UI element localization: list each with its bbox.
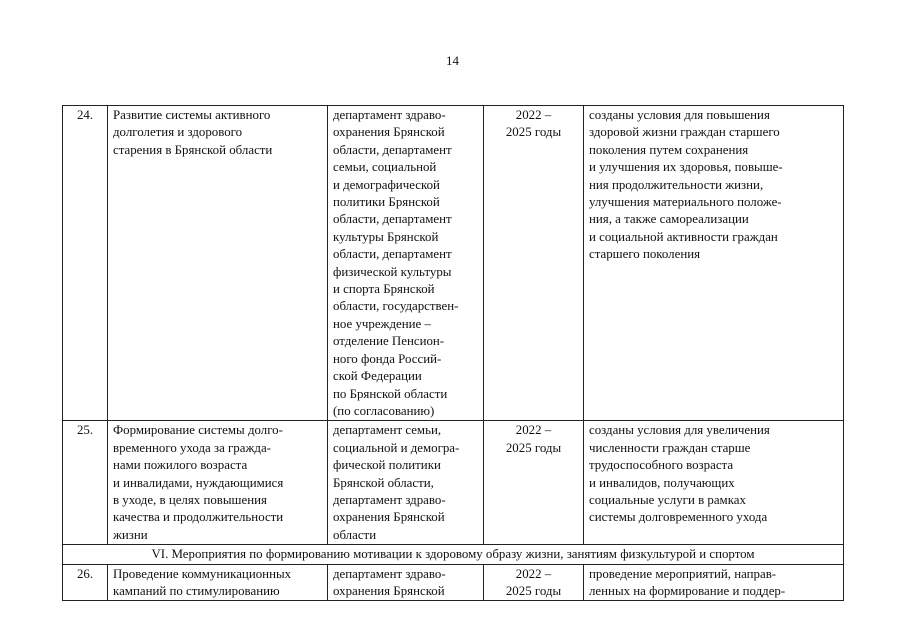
section-heading-row <box>63 545 844 564</box>
responsible-department: департамент здраво- охранения Брянской области, департамент семьи, социальной и демографической политики Брянской области, департамент культуры Брянской области, департамент физической культуры и спорта Брянской области, государствен- ное учреждение – отделение Пенсион- ного фонда Россий- ской Федерации по Брянской области (по согласованию) <box>328 106 484 421</box>
implementation-period: 2022 – 2025 годы <box>484 564 584 601</box>
measures-table <box>62 105 844 601</box>
measure-name: Проведение коммуникационных кампаний по стимулированию <box>108 564 328 601</box>
table-row <box>63 421 844 545</box>
measure-name: Развитие системы активного долголетия и здорового старения в Брянской области <box>108 106 328 421</box>
row-number: 25. <box>63 421 108 545</box>
row-number: 26. <box>63 564 108 601</box>
measure-name: Формирование системы долго- временного ухода за гражда- нами пожилого возраста и инвалидами, нуждающимися в уходе, в целях повышения качества и продолжительности жизни <box>108 421 328 545</box>
implementation-period: 2022 – 2025 годы <box>484 106 584 421</box>
table-row <box>63 564 844 601</box>
responsible-department: департамент здраво- охранения Брянской <box>328 564 484 601</box>
expected-result: созданы условия для повышения здоровой жизни граждан старшего поколения путем сохранения и улучшения их здоровья, повыше- ния продолжительности жизни, улучшения материального положе- ния, а также самореализации и социальной активности граждан старшего поколения <box>584 106 844 421</box>
page-number: 14 <box>446 53 459 68</box>
expected-result: проведение мероприятий, направ- ленных на формирование и поддер- <box>584 564 844 601</box>
table-row <box>63 106 844 421</box>
implementation-period: 2022 – 2025 годы <box>484 421 584 545</box>
section-heading: VI. Мероприятия по формированию мотивации к здоровому образу жизни, занятиям физкультурой и спортом <box>63 545 844 564</box>
row-number: 24. <box>63 106 108 421</box>
responsible-department: департамент семьи, социальной и демогра- фической политики Брянской области, департамент здраво- охранения Брянской области <box>328 421 484 545</box>
expected-result: созданы условия для увеличения численности граждан старше трудоспособного возраста и инвалидов, получающих социальные услуги в рамках системы долговременного ухода <box>584 421 844 545</box>
